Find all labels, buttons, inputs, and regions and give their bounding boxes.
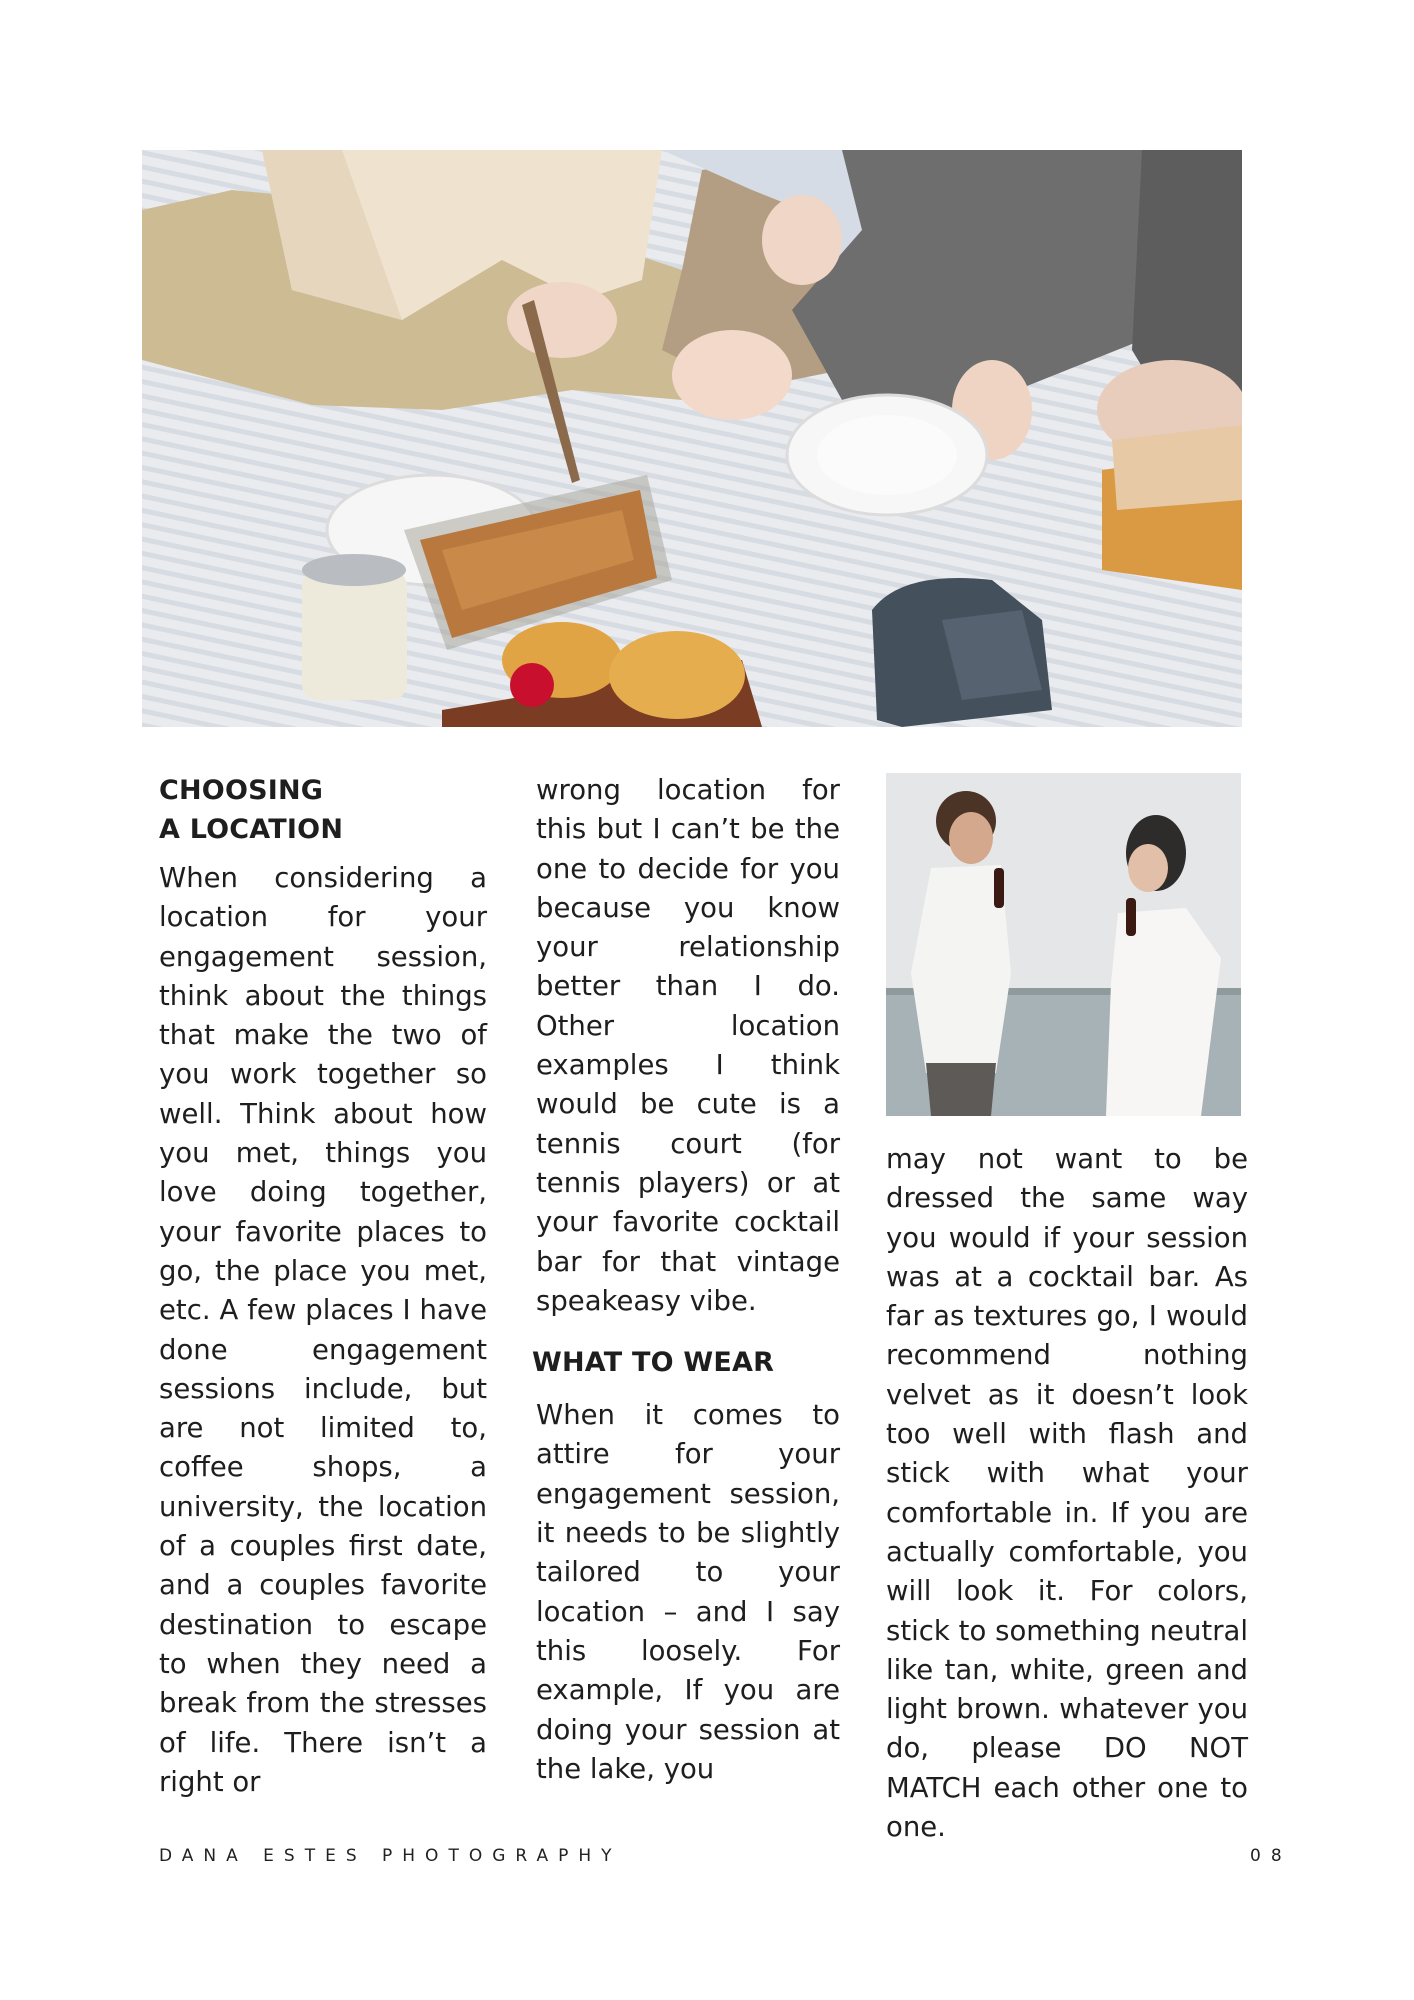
footer-brand: DANA ESTES PHOTOGRAPHY [159, 1846, 622, 1866]
hero-picnic-photo [142, 150, 1242, 727]
location-paragraph-continued: wrong location for this but I can’t be the one to decide for you because you know your relationship better than I do. Other location examples I think would be cute is a tennis court (for tennis players) or at your favorite cocktail bar for that vintage speakeasy vibe. [536, 774, 840, 1317]
column-1 [159, 771, 487, 1802]
couple-lake-photo [886, 773, 1241, 1116]
picnic-illustration [142, 150, 1242, 727]
column-2 [532, 771, 840, 1789]
wear-paragraph: When it comes to attire for your engagement session, it needs to be slightly tailored to your location – and I say this loosely. For example, If you are doing your session at the lake, you [536, 1399, 840, 1785]
couple-illustration [886, 773, 1241, 1116]
heading-what-to-wear: WHAT TO WEAR [532, 1347, 775, 1379]
heading-location-line1: CHOOSING [159, 775, 324, 806]
wear-paragraph-continued: may not want to be dressed the same way you would if your session was at a cocktail bar. As far as textures go, I would recommend nothing velvet as it doesn’t look too well with flash and stick with what your comfortable in. If you are actually comfortable, you will look it. For colors, stick to something neutral like tan, white, green and light brown. whatever you do, please DO NOT MATCH each other one to one. [886, 1143, 1248, 1844]
heading-location-line2: A LOCATION [159, 814, 344, 845]
location-paragraph: When considering a location for your engagement session, think about the things that make the two of you work together so well. Think about how you met, things you love doing together, your favorite places to go, the place you met, etc. A few places I have done engagement sessions include, but are not limited to, coffee shops, a university, the location of a couples first date, and a couples favorite destination to escape to when they need a break from the stresses of life. There isn’t a right or [159, 862, 487, 1798]
page-number: 08 [1250, 1846, 1292, 1866]
column-3 [886, 1140, 1248, 1847]
heading-choosing-location [159, 771, 487, 849]
